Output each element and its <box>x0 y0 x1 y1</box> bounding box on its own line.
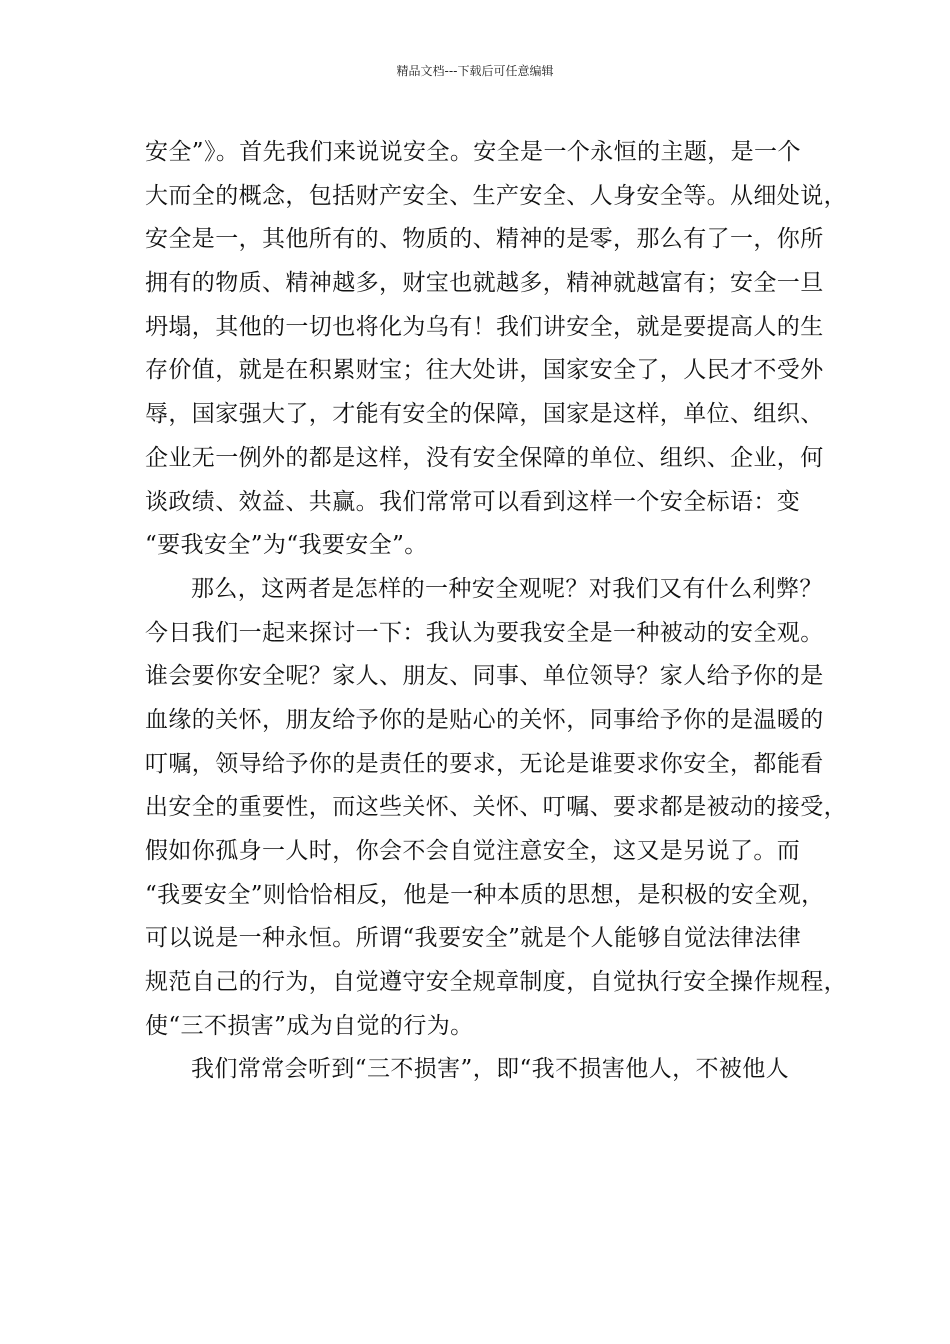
text-line: 假如你孤身一人时，你会不会自觉注意安全，这又是另说了。而 <box>145 838 801 864</box>
text-line: 企业无一例外的都是这样，没有安全保障的单位、组织、企业，何 <box>145 444 824 471</box>
text-line: 坍塌，其他的一切也将化为乌有！我们讲安全，就是要提高人的生 <box>145 313 824 340</box>
text-line: 谈政绩、效益、共赢。我们常常可以看到这样一个安全标语：变 <box>145 488 801 515</box>
text-line: 今日我们一起来探讨一下：我认为要我安全是一种被动的安全观。 <box>145 619 824 646</box>
text-line: 叮嘱，领导给予你的是责任的要求，无论是谁要求你安全，都能看 <box>145 750 824 777</box>
body-text <box>145 131 847 1092</box>
text-line: 那么，这两者是怎样的一种安全观呢？对我们又有什么利弊？ <box>191 575 823 602</box>
text-line: 出安全的重要性，而这些关怀、关怀、叮嘱、要求都是被动的接受， <box>145 794 847 821</box>
text-line: 我们常常会听到“三不损害”，即“我不损害他人，不被他人 <box>191 1056 790 1083</box>
text-line: “我要安全”则恰恰相反，他是一种本质的思想，是积极的安全观， <box>145 881 825 908</box>
text-line: 存价值，就是在积累财宝；往大处讲，国家安全了，人民才不受外 <box>145 357 824 384</box>
text-line: 拥有的物质、精神越多，财宝也就越多，精神就越富有；安全一旦 <box>145 270 824 297</box>
text-line: 大而全的概念，包括财产安全、生产安全、人身安全等。从细处说， <box>145 182 847 209</box>
text-line: 安全”》。首先我们来说说安全。安全是一个永恒的主题，是一个 <box>145 139 801 165</box>
text-line: 安全是一，其他所有的、物质的、精神的是零，那么有了一，你所 <box>145 226 824 253</box>
text-line: 血缘的关怀，朋友给予你的是贴心的关怀，同事给予你的是温暖的 <box>145 706 824 733</box>
text-line: 规范自己的行为，自觉遵守安全规章制度，自觉执行安全操作规程， <box>145 969 847 996</box>
text-line: “要我安全”为“我要安全”。 <box>145 532 428 559</box>
text-line: 可以说是一种永恒。所谓“我要安全”就是个人能够自觉法律法律 <box>145 925 802 952</box>
text-line: 使“三不损害”成为自觉的行为。 <box>145 1012 474 1039</box>
text-line: 谁会要你安全呢？家人、朋友、同事、单位领导？家人给予你的是 <box>145 663 824 690</box>
text-line: 辱，国家强大了，才能有安全的保障，国家是这样，单位、组织、 <box>145 401 824 428</box>
page-header: 精品文档---下载后可任意编辑 <box>396 64 554 78</box>
